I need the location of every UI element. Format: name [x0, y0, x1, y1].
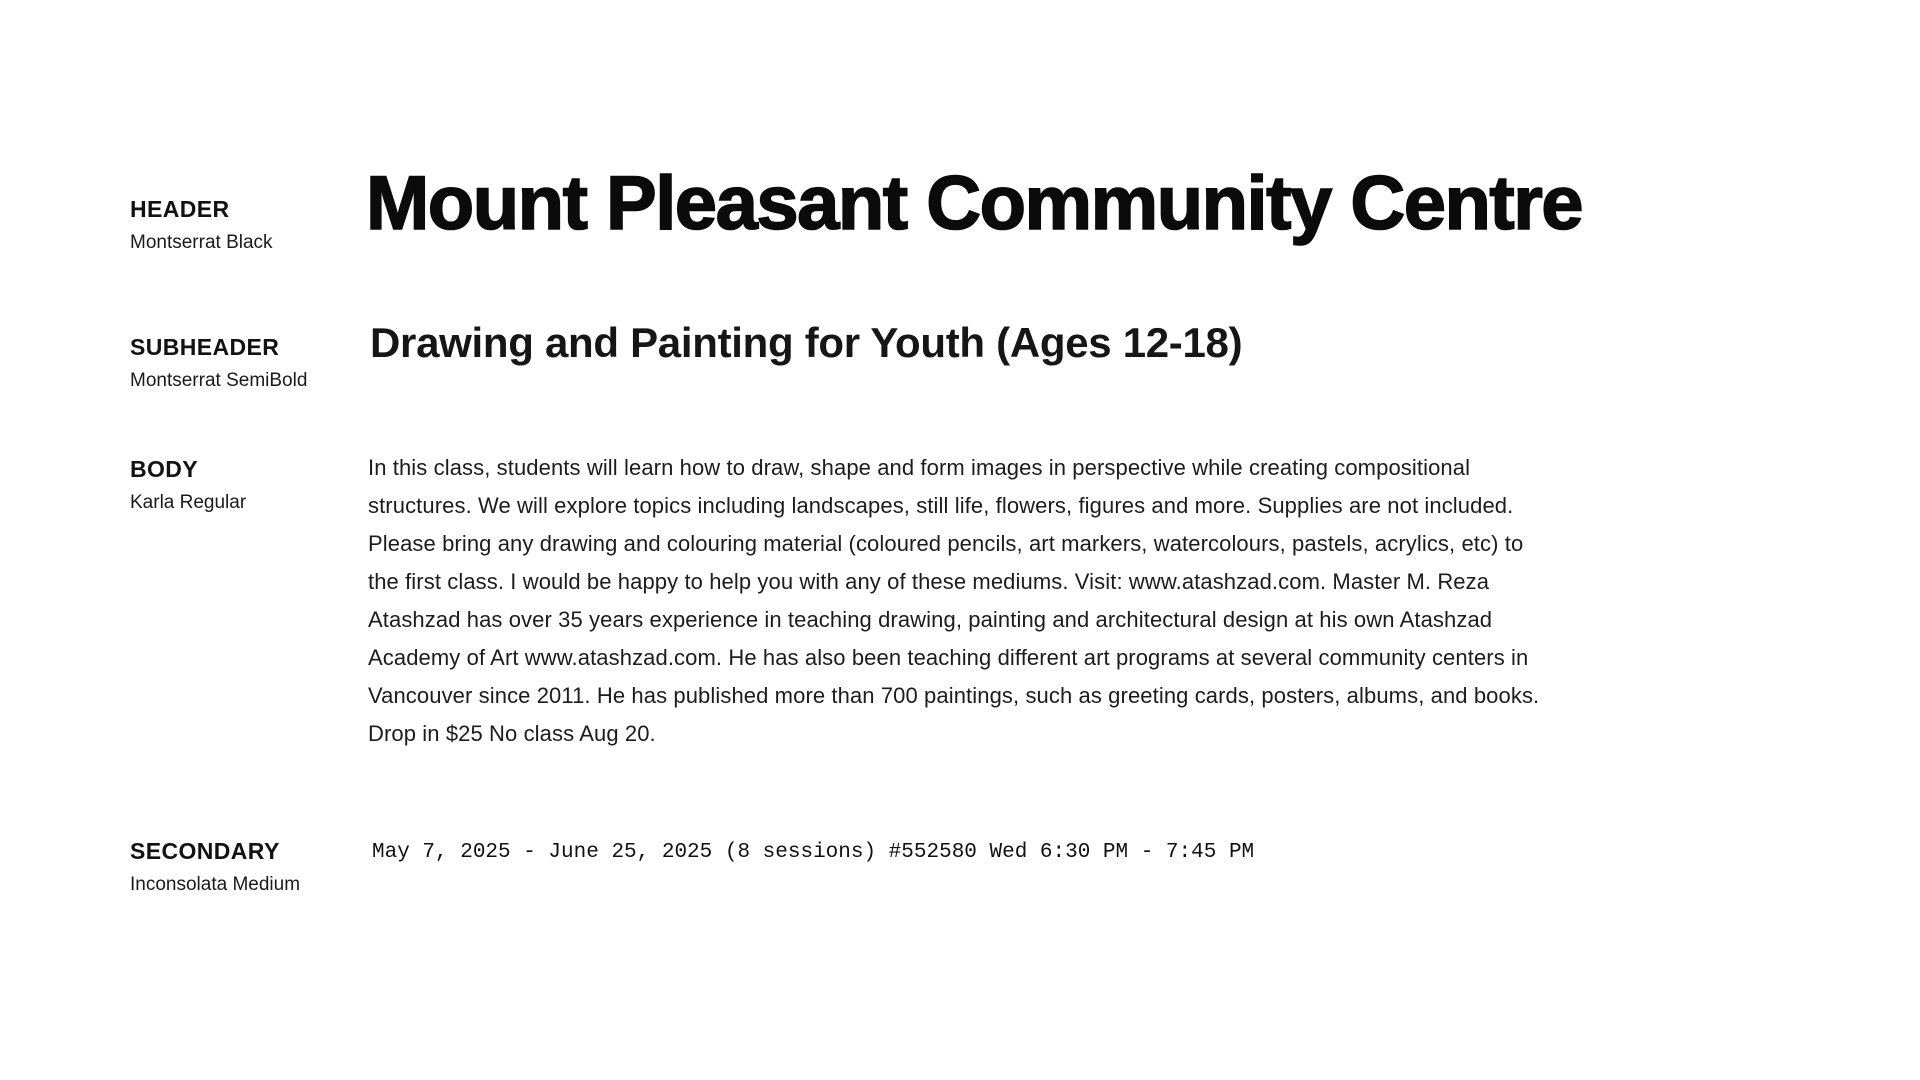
subheader-style-name: SUBHEADER: [130, 334, 280, 360]
body-style-label: [130, 456, 246, 514]
secondary-style-label: [130, 838, 300, 896]
body-style-name: BODY: [130, 456, 199, 482]
body-line: Drop in $25 No class Aug 20.: [368, 721, 656, 746]
page-subtitle: Drawing and Painting for Youth (Ages 12-18): [370, 319, 1243, 366]
subheader-style-font-name: Montserrat SemiBold: [130, 370, 308, 391]
page-title: Mount Pleasant Community Centre: [366, 161, 1583, 246]
body-style-font-name: Karla Regular: [130, 492, 247, 513]
header-style-name: HEADER: [130, 196, 230, 222]
header-style-label: [130, 196, 273, 254]
body-line: Atashzad has over 35 years experience in teaching drawing, painting and architectural design at his own Atashzad: [368, 607, 1493, 632]
secondary-style-font-name: Inconsolata Medium: [130, 874, 301, 895]
body-line: structures. We will explore topics including landscapes, still life, flowers, figures and more. Supplies are not included.: [368, 493, 1514, 518]
body-line: the first class. I would be happy to help you with any of these mediums. Visit: www.atashzad.com. Master M. Reza: [368, 569, 1490, 594]
secondary-style-name: SECONDARY: [130, 838, 280, 864]
body-line: Please bring any drawing and colouring material (coloured pencils, art markers, watercolours, pastels, acrylics, etc) to: [368, 531, 1524, 556]
subheader-style-label: [130, 334, 307, 392]
body-paragraph: [368, 449, 1539, 753]
session-details: May 7, 2025 - June 25, 2025 (8 sessions) #552580 Wed 6:30 PM - 7:45 PM: [372, 841, 1255, 864]
body-line: In this class, students will learn how to draw, shape and form images in perspective while creating compositional: [368, 455, 1471, 480]
body-line: Vancouver since 2011. He has published more than 700 paintings, such as greeting cards, posters, albums, and books.: [368, 683, 1540, 708]
header-style-font-name: Montserrat Black: [130, 232, 273, 253]
body-line: Academy of Art www.atashzad.com. He has also been teaching different art programs at several community centers in: [368, 645, 1529, 670]
